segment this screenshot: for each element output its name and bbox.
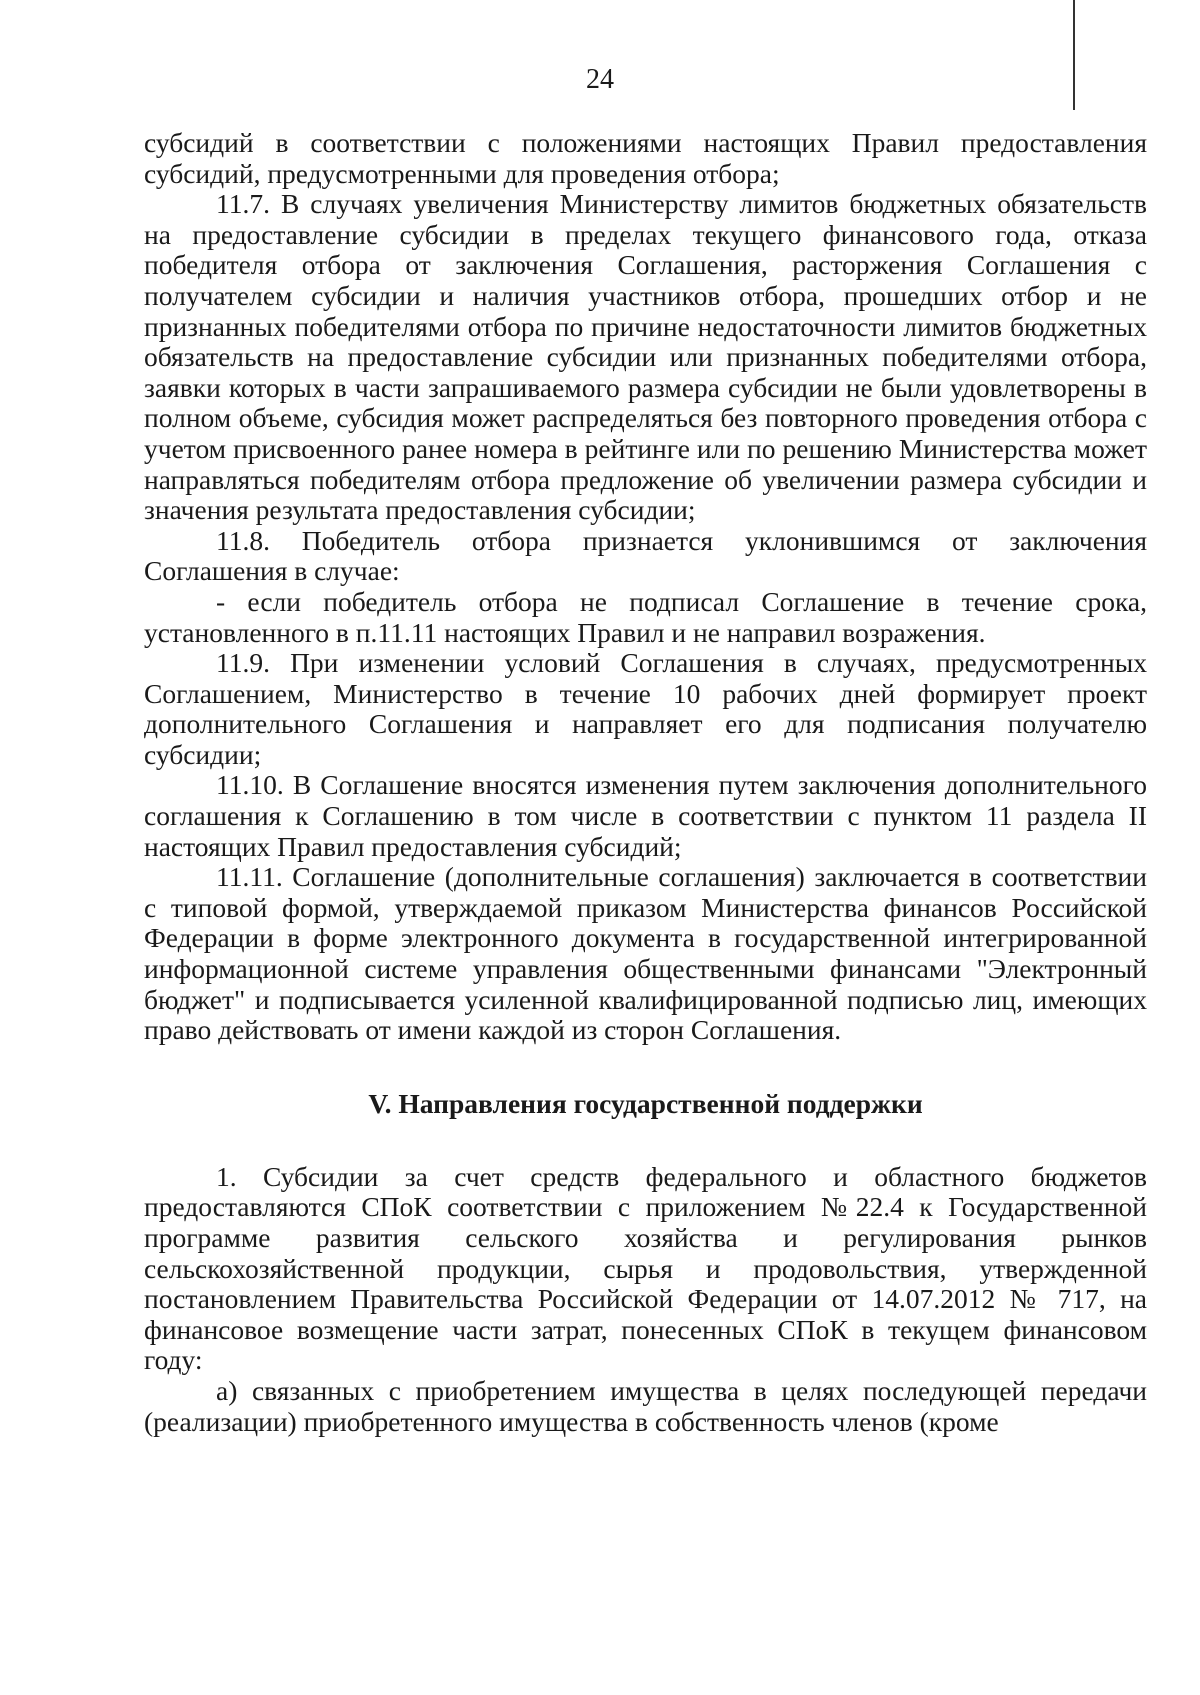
paragraph-11-8: 11.8. Победитель отбора признается уклонившимся от заключения Соглашения в случае: xyxy=(144,524,1147,587)
section-heading: V. Направления государственной поддержки xyxy=(368,1087,923,1119)
page-number: 24 xyxy=(586,64,614,95)
paragraph-section-1: 1. Субсидии за счет средств федерального и областного бюджетов предоставляются СПоК соответствии с приложением №22.4 к Государственной программе развития сельского хозяйства и регулирования рынков сельскохозяйственной продукции, сырья и продовольствия, утвержденной постановлением Правительства Российской Федерации от 14.07.2012 № 717, на финансовое возмещение части затрат, понесенных СПоК в текущем финансовом году: xyxy=(144,1160,1147,1376)
paragraph-11-11: 11.11. Соглашение (дополнительные соглашения) заключается в соответствии с типовой формой, утверждаемой приказом Министерства финансов Российской Федерации в форме электронного документа в государственной интегрированной информационной системе управления общественными финансами "Электронный бюджет" и подписывается усиленной квалифицированной подписью лиц, имеющих право действовать от имени каждой из сторон Соглашения. xyxy=(144,861,1147,1046)
paragraph-11-9: 11.9. При изменении условий Соглашения в случаях, предусмотренных Соглашением, Министерство в течение 10 рабочих дней формирует проект дополнительного Соглашения и направляет его для подписания получателю субсидии; xyxy=(144,647,1147,770)
paragraph-section-a: а) связанных с приобретением имущества в целях последующей передачи (реализации) приобретенного имущества в собственность членов (кроме xyxy=(144,1374,1147,1437)
paragraph-bullet: - если победитель отбора не подписал Соглашение в течение срока, установленного в п.11.11 настоящих Правил и не направил возражения. xyxy=(144,585,1147,648)
paragraph-11-7: 11.7. В случаях увеличения Министерству лимитов бюджетных обязательств на предоставление субсидии в пределах текущего финансового года, отказа победителя отбора от заключения Соглашения, расторжения Соглашения с получателем субсидии и наличия участников отбора, прошедших отбор и не признанных победителями отбора по причине недостаточности лимитов бюджетных обязательств на предоставление субсидии или признанных победителями отбора, заявки которых в части запрашиваемого размера субсидии не были удовлетворены в полном объеме, субсидия может распределяться без повторного проведения отбора с учетом присвоенного ранее номера в рейтинге или по решению Министерства может направляться победителям отбора предложение об увеличении размера субсидии и значения результата предоставления субсидии; xyxy=(144,188,1147,526)
document-body xyxy=(144,128,1147,1437)
paragraph: субсидий в соответствии с положениями настоящих Правил предоставления субсидий, предусмотренными для проведения отбора; xyxy=(144,127,1147,189)
paragraph-11-10: 11.10. В Соглашение вносятся изменения путем заключения дополнительного соглашения к Соглашению в том числе в соответствии с пунктом 11 раздела II настоящих Правил предоставления субсидий; xyxy=(144,769,1147,862)
